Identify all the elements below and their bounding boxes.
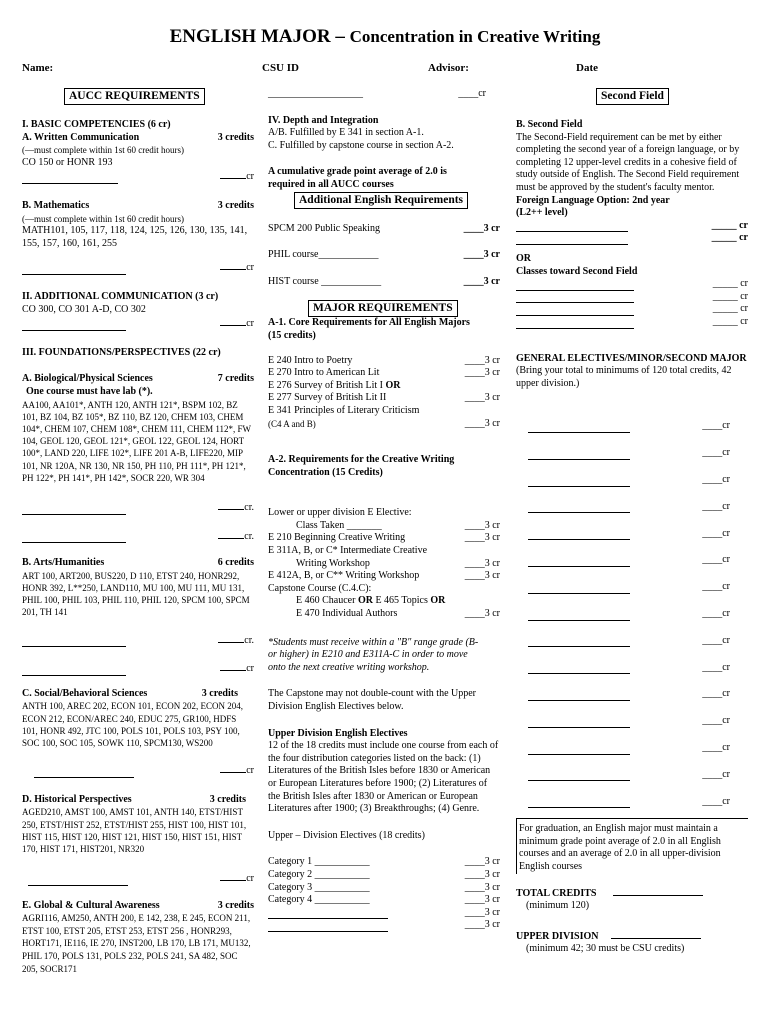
written-comm-cr-blank[interactable]	[220, 169, 246, 179]
global-credits: 3 credits	[217, 899, 254, 911]
general-electives-lines	[516, 406, 748, 808]
aucc-heading: AUCC REQUIREMENTS	[64, 88, 205, 105]
cat4-cr[interactable]: ____3 cr	[464, 894, 500, 906]
e240-cr[interactable]: ____3 cr	[464, 354, 500, 366]
total-credits-minimum: (minimum 120)	[526, 900, 590, 912]
upper-electives-label: Upper – Division Electives (18 credits)	[268, 829, 425, 841]
math-row	[22, 200, 254, 213]
general-elective-cr[interactable]: ____cr	[702, 661, 730, 673]
left-column	[22, 88, 254, 975]
general-elective-row[interactable]	[516, 621, 748, 648]
general-elective-row[interactable]	[516, 594, 748, 621]
arts-entry-1[interactable]	[22, 633, 254, 648]
hist-blank[interactable]	[28, 876, 128, 886]
hist-course-row[interactable]	[268, 276, 500, 289]
major-requirements-heading: MAJOR REQUIREMENTS	[308, 300, 458, 317]
written-comm-blank[interactable]	[22, 174, 118, 184]
second-class-cr-3[interactable]: _____ cr	[712, 303, 748, 315]
cat3-row[interactable]	[268, 882, 500, 895]
second-class-blank-3[interactable]	[516, 306, 634, 316]
hist-entry[interactable]	[22, 871, 254, 886]
second-class-blank-1[interactable]	[516, 281, 634, 291]
general-elective-blank[interactable]	[528, 745, 630, 755]
foreign-cr-1[interactable]: _____ cr	[711, 219, 748, 231]
cr-label: cr.	[244, 530, 254, 542]
upper-division-heading: Upper Division English Electives	[268, 727, 408, 739]
cat2-row[interactable]	[268, 869, 500, 882]
arts-credits: 6 credits	[217, 557, 254, 569]
cat2-label[interactable]: Category 2 ___________	[268, 868, 370, 880]
arts-entry-2[interactable]	[22, 661, 254, 676]
bio-entry-1[interactable]	[22, 500, 254, 515]
aucc-top-blank[interactable]: ___________________	[268, 88, 363, 99]
general-elective-cr[interactable]: ____cr	[702, 527, 730, 539]
general-elective-row[interactable]	[516, 433, 748, 460]
e311-cr[interactable]: ____3 cr	[464, 557, 500, 569]
csuid-label: CSU ID	[262, 62, 299, 74]
upper-division-text: 12 of the 18 credits must include one course from each of the four distribution categories listed on the back: (1) Literatures of the British Isles before 1830 or American or European Literatures before 1900; (2) Literatures of the British Isles after 1830 or American or European Literatures after 1900; (3) Breakthroughs; (4) Genre.	[268, 740, 499, 815]
extra-blank-2[interactable]	[268, 922, 388, 932]
general-electives-text: (Bring your total to minimums of 120 total credits, 42 upper division.)	[516, 365, 732, 389]
elective-label: Lower or upper division E Elective:	[268, 507, 412, 519]
e240-label: E 240 Intro to Poetry	[268, 354, 353, 366]
grade-note: *Students must receive within a "B" range grade (B- or higher) in E210 and E311A-C in order to move onto the next creative writing workshop.	[268, 636, 479, 673]
e470-row[interactable]	[268, 608, 500, 621]
general-elective-cr[interactable]: ____cr	[702, 581, 730, 593]
bio-cr-blank-2[interactable]	[218, 529, 244, 539]
general-elective-blank[interactable]	[528, 477, 630, 487]
e412-row[interactable]	[268, 570, 500, 583]
e210-row[interactable]	[268, 532, 500, 545]
e311-label: E 311A, B, or C* Intermediate Creative	[268, 545, 428, 557]
cat1-label[interactable]: Category 1 ___________	[268, 856, 370, 868]
or-label: OR	[385, 379, 401, 391]
additional-comm-courses: CO 300, CO 301 A-D, CO 302	[22, 303, 146, 315]
bio-entry-2[interactable]	[22, 529, 254, 544]
cat3-cr[interactable]: ____3 cr	[464, 881, 500, 893]
additional-comm-entry[interactable]	[22, 316, 254, 331]
second-class-3[interactable]	[516, 303, 748, 316]
e277-cr[interactable]: ____3 cr	[464, 392, 500, 404]
social-blank[interactable]	[34, 768, 134, 778]
second-field-heading: Second Field	[596, 88, 669, 105]
bio-blank-1[interactable]	[22, 505, 126, 515]
e412-label: E 412A, B, or C** Writing Workshop	[268, 570, 420, 582]
general-elective-cr[interactable]: ____cr	[702, 634, 730, 646]
additional-comm-blank[interactable]	[22, 321, 126, 331]
second-class-blank-4[interactable]	[516, 319, 634, 329]
arts-row	[22, 557, 254, 570]
extra-row-2[interactable]	[268, 919, 500, 932]
general-elective-cr[interactable]: ____cr	[702, 500, 730, 512]
math-label: B. Mathematics	[22, 199, 90, 211]
social-credits: 3 credits	[201, 687, 238, 699]
or-label: OR	[357, 595, 373, 607]
second-field-text: The Second-Field requirement can be met by either completing the second year of a foreign language, or by completing 12 upper-level credits in a cohesive field of study outside of English. The Second Field requirement must be approved by the student's faculty mentor.	[516, 131, 740, 193]
total-credits-blank[interactable]	[613, 886, 703, 896]
c4-label: (C4 A and B)	[268, 418, 316, 429]
hist-cr-blank[interactable]	[220, 871, 246, 881]
foreign-cr-2[interactable]: _____ cr	[711, 232, 748, 244]
additional-english-heading: Additional English Requirements	[294, 192, 468, 209]
general-elective-row[interactable]	[516, 513, 748, 540]
upper-division-row[interactable]	[516, 929, 748, 944]
cat1-row[interactable]	[268, 856, 500, 869]
hist-credits: 3 credits	[209, 793, 246, 805]
general-elective-cr[interactable]: ____cr	[702, 420, 730, 432]
e210-label: E 210 Beginning Creative Writing	[268, 532, 406, 544]
cr-label: cr	[246, 262, 254, 274]
second-class-cr-4[interactable]: _____ cr	[712, 315, 748, 327]
depth-heading: IV. Depth and Integration	[268, 114, 379, 126]
foreign-blank-1[interactable]	[516, 222, 628, 232]
general-elective-cr[interactable]: ____cr	[702, 608, 730, 620]
general-elective-row[interactable]	[516, 781, 748, 808]
math-blank[interactable]	[22, 265, 126, 275]
aucc-top-cr[interactable]: ____cr	[458, 88, 486, 99]
gpa-note: A cumulative grade point average of 2.0 is required in all AUCC courses	[268, 166, 447, 190]
cr-label: cr.	[244, 501, 254, 513]
general-elective-row[interactable]	[516, 487, 748, 514]
general-elective-blank[interactable]	[528, 584, 630, 594]
general-elective-cr[interactable]: ____cr	[702, 715, 730, 727]
math-cr-blank[interactable]	[220, 260, 246, 270]
general-elective-blank[interactable]	[528, 798, 630, 808]
upper-division-blank[interactable]	[611, 929, 701, 939]
written-comm-courses: CO 150 or HONR 193	[22, 156, 113, 168]
bio-credits: 7 credits	[217, 373, 254, 385]
written-comm-credits: 3 credits	[217, 131, 254, 143]
foreign-entry-1[interactable]	[516, 220, 748, 233]
extra-row-1[interactable]	[268, 907, 500, 920]
spcm-label: SPCM 200 Public Speaking	[268, 222, 380, 234]
extra-blank-1[interactable]	[268, 909, 388, 919]
cat2-cr[interactable]: ____3 cr	[464, 868, 500, 880]
core-heading: A-1. Core Requirements for All English Majors (15 credits)	[268, 317, 470, 341]
arts-blank-1[interactable]	[22, 637, 126, 647]
hist-course-label[interactable]: HIST course ____________	[268, 275, 382, 287]
general-elective-cr[interactable]: ____cr	[702, 768, 730, 780]
e470-label: E 470 Individual Authors	[296, 608, 398, 620]
written-comm-row	[22, 132, 254, 145]
e277-row[interactable]	[268, 392, 500, 405]
e460-row	[268, 595, 500, 608]
e276-label: E 276 Survey of British Lit I	[268, 379, 383, 391]
upper-division-minimum: (minimum 42; 30 must be CSU credits)	[526, 943, 685, 955]
bio-row	[22, 373, 254, 386]
or-label: OR	[516, 252, 531, 264]
depth-a: A/B. Fulfilled by E 341 in section A-1.	[268, 127, 424, 139]
general-elective-cr[interactable]: ____cr	[702, 554, 730, 566]
general-elective-row[interactable]	[516, 460, 748, 487]
second-class-4[interactable]	[516, 316, 748, 329]
general-elective-row[interactable]	[516, 540, 748, 567]
second-class-blank-2[interactable]	[516, 293, 634, 303]
bio-blank-2[interactable]	[22, 533, 126, 543]
general-elective-blank[interactable]	[528, 423, 630, 433]
page-title	[0, 26, 770, 48]
e270-label: E 270 Intro to American Lit	[268, 367, 380, 379]
general-elective-cr[interactable]: ____cr	[702, 795, 730, 807]
e210-cr[interactable]: ____3 cr	[464, 532, 500, 544]
general-elective-row[interactable]	[516, 406, 748, 433]
general-elective-row[interactable]	[516, 728, 748, 755]
hist-row	[22, 794, 254, 807]
math-note: (—must complete within 1st 60 credit hours)	[22, 213, 184, 224]
cr-label: cr	[246, 171, 254, 183]
advisor-label: Advisor:	[428, 62, 469, 74]
bio-lab-note: One course must have lab (*).	[26, 385, 153, 397]
bio-cr-blank-1[interactable]	[218, 500, 244, 510]
date-label: Date	[576, 62, 598, 74]
capstone-label: Capstone Course (C.4.C):	[268, 582, 372, 594]
creative-writing-heading: A-2. Requirements for the Creative Writing Concentration (15 Credits)	[268, 454, 455, 478]
additional-comm-cr-blank[interactable]	[220, 316, 246, 326]
e465-label: E 465 Topics	[375, 595, 428, 607]
title-dash: –	[335, 26, 345, 47]
math-credits: 3 credits	[217, 199, 254, 211]
additional-comm-heading: II. ADDITIONAL COMMUNICATION (3 cr)	[22, 290, 219, 302]
spcm-row[interactable]	[268, 223, 500, 236]
depth-c: C. Fulfilled by capstone course in section A-2.	[268, 139, 454, 151]
cat4-row[interactable]	[268, 894, 500, 907]
general-elective-row[interactable]	[516, 755, 748, 782]
elective-cr[interactable]: ____3 cr	[464, 519, 500, 531]
right-column	[516, 88, 748, 956]
global-row	[22, 900, 254, 913]
e311b-label: Writing Workshop	[296, 557, 370, 569]
class-taken-label[interactable]: Class Taken _______	[296, 519, 382, 531]
spcm-cr[interactable]: ____3 cr	[463, 222, 500, 234]
general-electives-heading: GENERAL ELECTIVES/MINOR/SECOND MAJOR	[516, 352, 747, 364]
total-credits-row[interactable]	[516, 886, 748, 901]
e412-cr[interactable]: ____3 cr	[464, 570, 500, 582]
e276-row	[268, 380, 500, 393]
written-comm-entry[interactable]	[22, 169, 254, 184]
title-subtitle: Concentration in Creative Writing	[349, 27, 601, 46]
general-elective-cr[interactable]: ____cr	[702, 447, 730, 459]
general-elective-cr[interactable]: ____cr	[702, 474, 730, 486]
math-entry[interactable]	[22, 260, 254, 275]
bio-courses: AA100, AA101*, ANTH 120, ANTH 121*, BSPM 102, BZ 101, BZ 104, BZ 105*, BZ 110, BZ 120, CHEM 103, CHEM 104*, CHEM 107, CHEM 108*, CHEM 111, CHEM 112*, FW 104, GEOL 120, GEOL 121*, GEOL 122, GEOL 124, HORT 100*, LAND 220, LIFE 102*, LIFE 201 A-B, LIFE220, MIP 101, NR 120A, NR 130, NR 150, PH 110, PH 111*, PH 121*, PH 122*, PH 141*, PH 142*, SOCR 220, WR 304	[22, 399, 251, 483]
arts-cr-blank-1[interactable]	[218, 633, 244, 643]
general-elective-blank[interactable]	[528, 718, 630, 728]
global-courses: AGRI116, AM250, ANTH 200, E 142, 238, E 245, ECON 211, ETST 100, ETST 205, ETST 253, ETST 256 , HONR293, HORT171, IE116, IE 270, INST200, LB 170, LB 171, MU132, PHIL 170, POLS 131, POLS 232, POLS 241, SA 482, SOC 205, SOCR171	[22, 913, 251, 974]
extra-cr-1[interactable]: ____3 cr	[464, 906, 500, 918]
graduation-note: For graduation, an English major must maintain a minimum grade point average of 2.0 in all English courses and an average of 2.0 in all upper-division English courses	[516, 818, 748, 873]
general-elective-blank[interactable]	[528, 691, 630, 701]
math-courses: MATH101, 105, 117, 118, 124, 125, 126, 130, 135, 141, 155, 157, 160, 161, 255	[22, 225, 248, 249]
general-elective-row[interactable]	[516, 647, 748, 674]
general-elective-blank[interactable]	[528, 557, 630, 567]
general-elective-row[interactable]	[516, 674, 748, 701]
extra-cr-2[interactable]: ____3 cr	[464, 919, 500, 931]
cr-label: cr.	[244, 634, 254, 646]
cat1-cr[interactable]: ____3 cr	[464, 856, 500, 868]
l2-label: (L2++ level)	[516, 207, 568, 219]
general-elective-row[interactable]	[516, 567, 748, 594]
basic-competencies-heading: I. BASIC COMPETENCIES (6 cr)	[22, 119, 171, 130]
second-class-1[interactable]	[516, 278, 748, 291]
general-elective-blank[interactable]	[528, 503, 630, 513]
second-class-cr-1[interactable]: _____ cr	[712, 278, 748, 290]
foreign-entry-2[interactable]	[516, 232, 748, 245]
hist-courses: AGED210, AMST 100, AMST 101, ANTH 140, ETST/HIST 250, ETST/HIST 252, ETST/HIST 255, HIST 100, HIST 101, HIST 115, HIST 120, HIST 121, HIST 150, HIST 151, HIST 170, HIST 171, HIST201, NR320	[22, 807, 247, 854]
general-elective-row[interactable]	[516, 701, 748, 728]
bio-label: A. Biological/Physical Sciences	[22, 373, 153, 385]
social-entry[interactable]	[22, 763, 254, 778]
arts-blank-2[interactable]	[22, 666, 126, 676]
general-elective-blank[interactable]	[528, 530, 630, 540]
social-courses: ANTH 100, AREC 202, ECON 101, ECON 202, ECON 204, ECON 212, ECON/AREC 240, EDUC 275, GR100, HDFS 101, HONR 492, JTC 100, POLS 101, POLS 103, PSY 100, SOC 100, SOC 105, SOWK 110, SPCM130, WS200	[22, 701, 244, 748]
phil-cr[interactable]: ____3 cr	[463, 249, 500, 261]
general-elective-blank[interactable]	[528, 771, 630, 781]
phil-row[interactable]	[268, 249, 500, 262]
arts-cr-blank-2[interactable]	[220, 661, 246, 671]
title-main: ENGLISH MAJOR	[169, 26, 331, 47]
general-elective-cr[interactable]: ____cr	[702, 742, 730, 754]
e240-row[interactable]	[268, 355, 500, 368]
social-label: C. Social/Behavioral Sciences	[22, 687, 148, 699]
cr-label: cr	[246, 318, 254, 330]
cr-label: cr	[246, 663, 254, 675]
social-cr-blank[interactable]	[220, 763, 246, 773]
total-credits-label: TOTAL CREDITS	[516, 887, 597, 899]
arts-courses: ART 100, ART200, BUS220, D 110, ETST 240, HONR292, HONR 392, L**250, LAND110, MU 100, MU 111, MU 131, PHIL 100, PHIL 103, PHIL 110, PHIL 120, SPCM 100, SPCM 201, TH 141	[22, 570, 250, 618]
e460-label: E 460 Chaucer	[296, 595, 356, 607]
e277-label: E 277 Survey of British Lit II	[268, 392, 387, 404]
arts-label: B. Arts/Humanities	[22, 557, 105, 569]
e311b-row[interactable]	[268, 558, 500, 571]
or-label: OR	[430, 595, 446, 607]
middle-column	[268, 88, 500, 932]
global-label: E. Global & Cultural Awareness	[22, 899, 160, 911]
general-elective-cr[interactable]: ____cr	[702, 688, 730, 700]
hist-label: D. Historical Perspectives	[22, 793, 132, 805]
general-elective-blank[interactable]	[528, 637, 630, 647]
cr-label: cr	[246, 765, 254, 777]
b-second-field-label: B. Second Field	[516, 119, 583, 130]
social-row	[22, 688, 254, 701]
name-label: Name:	[22, 62, 54, 74]
upper-division-label: UPPER DIVISION	[516, 930, 599, 942]
class-taken-row[interactable]	[268, 520, 500, 533]
foundations-heading: III. FOUNDATIONS/PERSPECTIVES (22 cr)	[22, 346, 221, 358]
second-class-cr-2[interactable]: _____ cr	[712, 290, 748, 302]
general-elective-blank[interactable]	[528, 664, 630, 674]
cat3-label[interactable]: Category 3 ___________	[268, 881, 370, 893]
foreign-blank-2[interactable]	[516, 235, 628, 245]
e341-label: E 341 Principles of Literary Criticism	[268, 404, 420, 416]
e341-cr[interactable]: ____3 cr	[464, 417, 500, 429]
cr-label: cr	[246, 873, 254, 885]
second-class-2[interactable]	[516, 291, 748, 304]
e270-row[interactable]	[268, 367, 500, 380]
hist-course-cr[interactable]: ____3 cr	[463, 275, 500, 287]
c4-row[interactable]	[268, 418, 500, 431]
general-elective-blank[interactable]	[528, 611, 630, 621]
written-comm-label: A. Written Communication	[22, 131, 140, 143]
phil-label[interactable]: PHIL course____________	[268, 249, 379, 261]
e270-cr[interactable]: ____3 cr	[464, 367, 500, 379]
classes-second-field-label: Classes toward Second Field	[516, 265, 638, 277]
general-elective-blank[interactable]	[528, 450, 630, 460]
foreign-language-label: Foreign Language Option: 2nd year	[516, 194, 670, 206]
capstone-note: The Capstone may not double-count with the Upper Division English Electives below.	[268, 688, 477, 712]
cat4-label[interactable]: Category 4 ___________	[268, 894, 370, 906]
written-comm-note: (—must complete within 1st 60 credit hours)	[22, 145, 184, 156]
e470-cr[interactable]: ____3 cr	[464, 608, 500, 620]
